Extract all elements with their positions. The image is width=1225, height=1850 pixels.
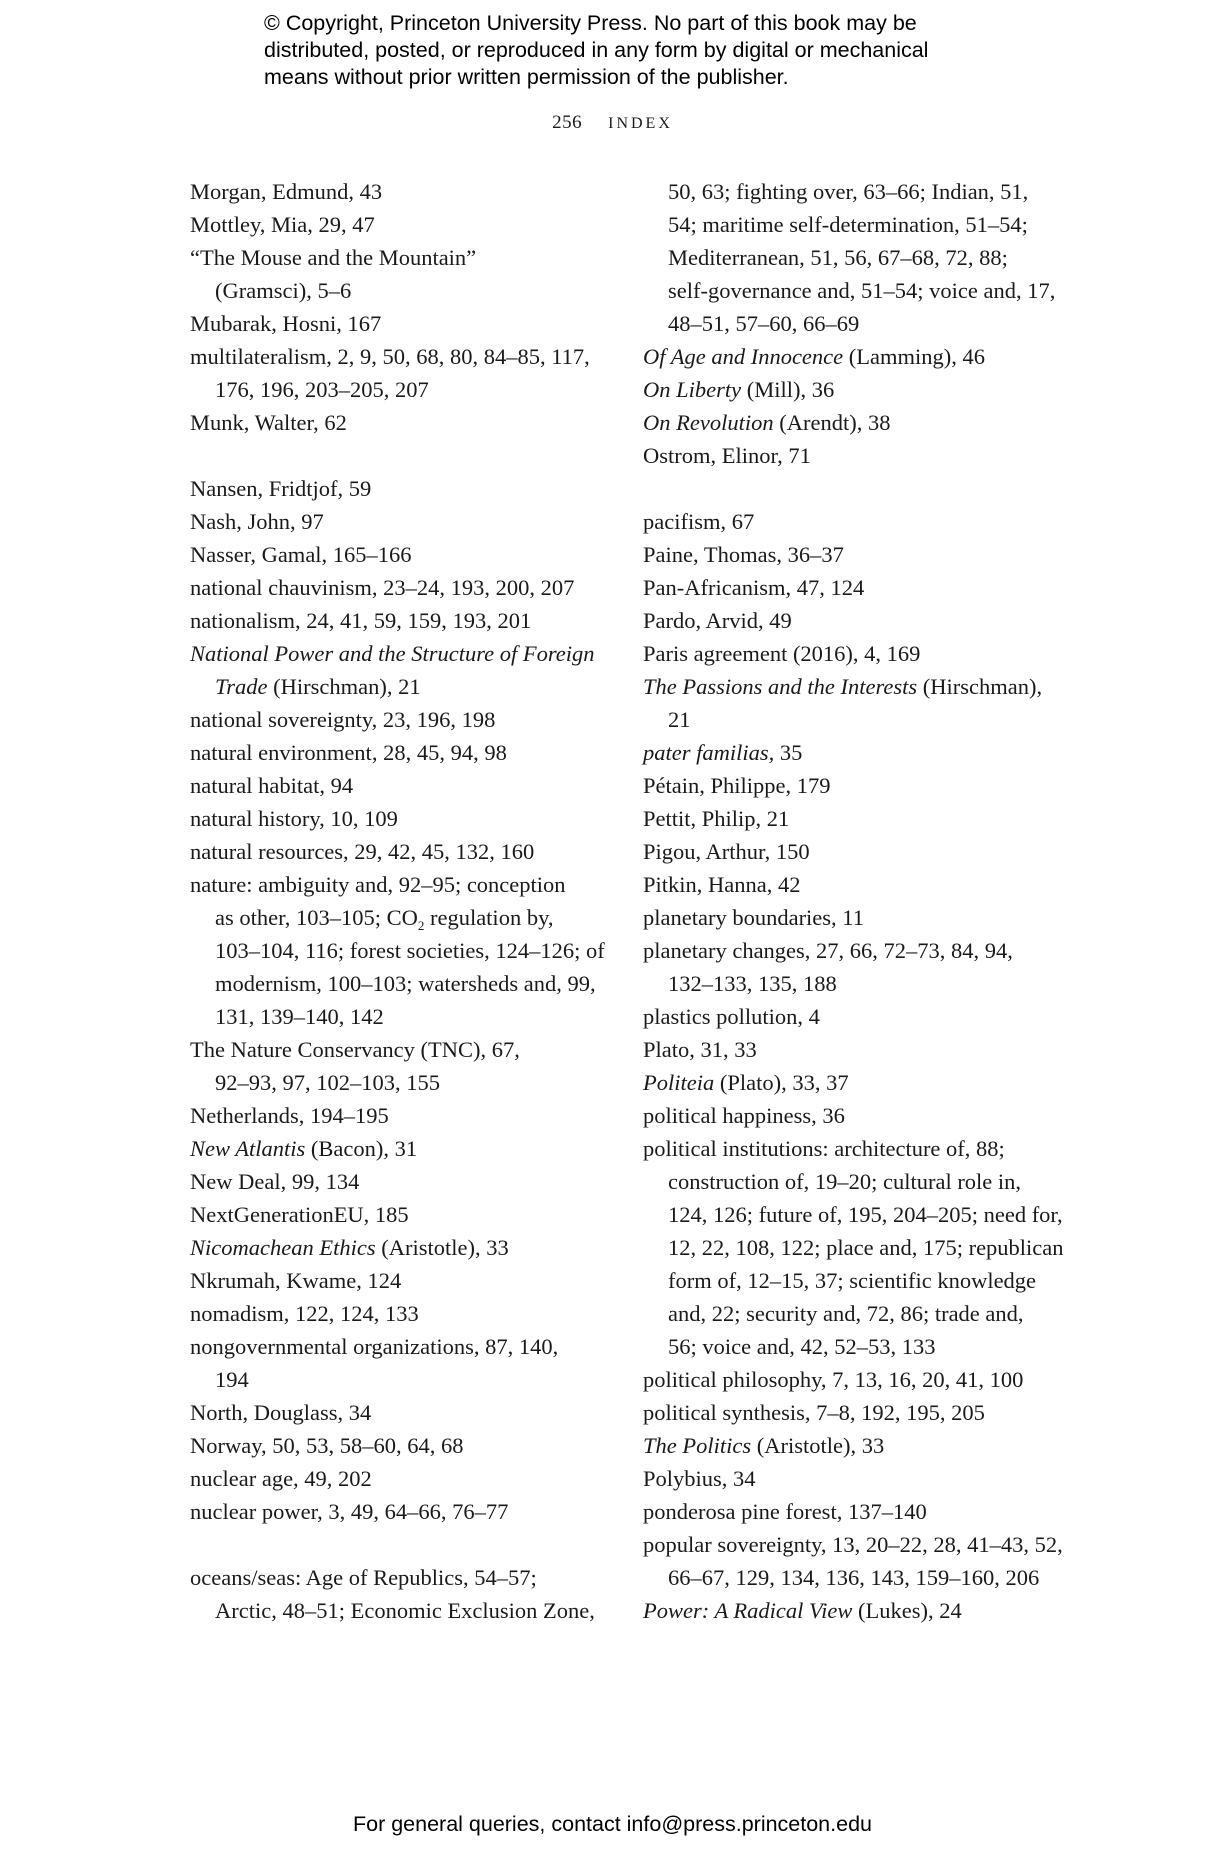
entry-text: “The Mouse and the Mountain”	[190, 245, 477, 270]
index-entry: oceans/seas: Age of Republics, 54–57;	[190, 1565, 537, 1590]
book-title: National Power and the Structure of Foreign	[190, 641, 595, 666]
book-title: New Atlantis	[190, 1136, 306, 1161]
index-entry-continuation	[190, 670, 610, 703]
entry-text: (Bacon), 31	[305, 1136, 418, 1161]
index-entry	[190, 1231, 610, 1264]
index-entry: natural habitat, 94	[190, 773, 354, 798]
index-entry: Plato, 31, 33	[643, 1037, 757, 1062]
index-entry-continuation: Arctic, 48–51; Economic Exclusion Zone,	[215, 1598, 595, 1623]
entry-text: (Lukes), 24	[852, 1598, 962, 1623]
index-entry: Munk, Walter, 62	[190, 410, 347, 435]
index-entry-continuation: Mediterranean, 51, 56, 67–68, 72, 88;	[668, 245, 1008, 270]
index-entry: The Nature Conservancy (TNC), 67,	[190, 1037, 520, 1062]
copyright-line: means without prior written permission of the publisher.	[264, 65, 789, 89]
index-entry: nature: ambiguity and, 92–95; conception	[190, 872, 566, 897]
index-entry-continuation: 132–133, 135, 188	[668, 971, 837, 996]
index-entry-continuation: modernism, 100–103; watersheds and, 99,	[215, 971, 596, 996]
index-entry: political happiness, 36	[643, 1103, 845, 1128]
entry-text: regulation by,	[424, 905, 554, 930]
running-head	[0, 112, 1225, 134]
book-title: On Revolution	[643, 410, 774, 435]
index-entry	[643, 670, 1063, 703]
index-entry	[643, 1066, 1063, 1099]
index-entry	[643, 1594, 1063, 1627]
index-entry: nongovernmental organizations, 87, 140,	[190, 1334, 559, 1359]
index-entry-continuation: 92–93, 97, 102–103, 155	[215, 1070, 440, 1095]
index-entry-continuation	[190, 901, 610, 934]
page-number: 256	[552, 112, 583, 133]
index-entry: New Deal, 99, 134	[190, 1169, 360, 1194]
index-entry: pacifism, 67	[643, 509, 755, 534]
book-title: Trade	[215, 674, 268, 699]
index-entry: Pétain, Philippe, 179	[643, 773, 831, 798]
index-entry	[643, 736, 1063, 769]
index-entry: Pardo, Arvid, 49	[643, 608, 792, 633]
index-column-left	[190, 175, 610, 1627]
entry-text: (Hirschman),	[917, 674, 1043, 699]
index-entry-continuation: 103–104, 116; forest societies, 124–126; of	[215, 938, 605, 963]
index-entry: plastics pollution, 4	[643, 1004, 820, 1029]
index-entry-continuation: 131, 139–140, 142	[215, 1004, 384, 1029]
index-entry: natural environment, 28, 45, 94, 98	[190, 740, 507, 765]
index-entry	[643, 1429, 1063, 1462]
index-entry-continuation: and, 22; security and, 72, 86; trade and,	[668, 1301, 1024, 1326]
entry-text: (Hirschman), 21	[267, 674, 421, 699]
index-entry: Pigou, Arthur, 150	[643, 839, 810, 864]
index-entry: North, Douglass, 34	[190, 1400, 372, 1425]
entry-text: 35	[774, 740, 803, 765]
index-entry: nationalism, 24, 41, 59, 159, 193, 201	[190, 608, 532, 633]
book-title: On Liberty	[643, 377, 742, 402]
index-entry: national chauvinism, 23–24, 193, 200, 207	[190, 575, 575, 600]
entry-text: (Plato), 33, 37	[714, 1070, 849, 1095]
index-entry: political institutions: architecture of, 88;	[643, 1136, 1005, 1161]
index-entry: natural resources, 29, 42, 45, 132, 160	[190, 839, 535, 864]
index-entry: Nasser, Gamal, 165–166	[190, 542, 412, 567]
footer-contact: For general queries, contact info@press.princeton.edu	[352, 1812, 872, 1836]
book-title: Of Age and Innocence	[643, 344, 844, 369]
latin-term: pater familias,	[643, 740, 775, 765]
index-entry-continuation: 194	[215, 1367, 249, 1392]
index-entry	[190, 241, 610, 274]
index-entry	[190, 637, 610, 670]
subscript: 2	[417, 918, 425, 933]
index-entry: Nansen, Fridtjof, 59	[190, 476, 372, 501]
index-entry: Pitkin, Hanna, 42	[643, 872, 801, 897]
index-entry-continuation: 12, 22, 108, 122; place and, 175; republican	[668, 1235, 1064, 1260]
index-entry	[643, 340, 1063, 373]
index-entry: popular sovereignty, 13, 20–22, 28, 41–43, 52,	[643, 1532, 1063, 1557]
entry-text: (Arendt), 38	[773, 410, 891, 435]
index-entry: nuclear age, 49, 202	[190, 1466, 372, 1491]
index-entry: Polybius, 34	[643, 1466, 756, 1491]
copyright-line: © Copyright, Princeton University Press. No part of this book may be	[264, 11, 917, 35]
book-title: Nicomachean Ethics	[190, 1235, 376, 1260]
index-entry	[643, 373, 1063, 406]
index-entry: Norway, 50, 53, 58–60, 64, 68	[190, 1433, 464, 1458]
index-entry-continuation: 54; maritime self-determination, 51–54;	[668, 212, 1028, 237]
index-entry-continuation: (Gramsci), 5–6	[215, 278, 352, 303]
index-entry: Mottley, Mia, 29, 47	[190, 212, 375, 237]
index-column-right	[643, 175, 1063, 1627]
index-entry	[190, 1132, 610, 1165]
index-entry-continuation: 48–51, 57–60, 66–69	[668, 311, 860, 336]
index-entry-continuation: 66–67, 129, 134, 136, 143, 159–160, 206	[668, 1565, 1040, 1590]
index-entry	[643, 406, 1063, 439]
index-entry: Nash, John, 97	[190, 509, 324, 534]
book-title: Politeia	[643, 1070, 715, 1095]
book-title: The Passions and the Interests	[643, 674, 918, 699]
index-entry: political philosophy, 7, 13, 16, 20, 41, 100	[643, 1367, 1024, 1392]
letter-group-gap	[190, 439, 610, 472]
letter-group-gap	[190, 1528, 610, 1561]
entry-text: (Lamming), 46	[843, 344, 985, 369]
index-entry: planetary boundaries, 11	[643, 905, 864, 930]
copyright-line: distributed, posted, or reproduced in any form by digital or mechanical	[264, 38, 929, 62]
index-entry: political synthesis, 7–8, 192, 195, 205	[643, 1400, 985, 1425]
index-entry-continuation: 176, 196, 203–205, 207	[215, 377, 429, 402]
entry-text: (Aristotle), 33	[751, 1433, 885, 1458]
book-title: Power: A Radical View	[643, 1598, 853, 1623]
index-entry: Paris agreement (2016), 4, 169	[643, 641, 921, 666]
index-entry-continuation: 50, 63; fighting over, 63–66; Indian, 51,	[668, 179, 1029, 204]
index-entry: Nkrumah, Kwame, 124	[190, 1268, 402, 1293]
index-entry: national sovereignty, 23, 196, 198	[190, 707, 496, 732]
index-entry: Mubarak, Hosni, 167	[190, 311, 382, 336]
index-entry-continuation: 21	[668, 707, 691, 732]
entry-text: (Mill), 36	[741, 377, 835, 402]
index-entry: planetary changes, 27, 66, 72–73, 84, 94,	[643, 938, 1013, 963]
index-entry: Pettit, Philip, 21	[643, 806, 790, 831]
entry-text: as other, 103–105; CO	[215, 905, 418, 930]
index-entry: Morgan, Edmund, 43	[190, 179, 383, 204]
index-entry: Pan-Africanism, 47, 124	[643, 575, 865, 600]
index-entry: nuclear power, 3, 49, 64–66, 76–77	[190, 1499, 509, 1524]
index-entry-continuation: self-governance and, 51–54; voice and, 17,	[668, 278, 1056, 303]
copyright-notice	[264, 10, 1024, 91]
index-entry: Netherlands, 194–195	[190, 1103, 389, 1128]
entry-text: (Aristotle), 33	[375, 1235, 509, 1260]
book-title: The Politics	[643, 1433, 752, 1458]
index-entry: Paine, Thomas, 36–37	[643, 542, 844, 567]
index-entry-continuation: 56; voice and, 42, 52–53, 133	[668, 1334, 936, 1359]
index-entry-continuation: construction of, 19–20; cultural role in,	[668, 1169, 1022, 1194]
index-entry: nomadism, 122, 124, 133	[190, 1301, 419, 1326]
index-entry-continuation: 124, 126; future of, 195, 204–205; need for,	[668, 1202, 1063, 1227]
letter-group-gap	[643, 472, 1063, 505]
index-entry: Ostrom, Elinor, 71	[643, 443, 811, 468]
index-entry: multilateralism, 2, 9, 50, 68, 80, 84–85, 117,	[190, 344, 590, 369]
index-entry: ponderosa pine forest, 137–140	[643, 1499, 927, 1524]
index-entry-continuation: form of, 12–15, 37; scientific knowledge	[668, 1268, 1037, 1293]
index-entry: NextGenerationEU, 185	[190, 1202, 409, 1227]
section-title: INDEX	[608, 115, 673, 132]
index-entry: natural history, 10, 109	[190, 806, 398, 831]
